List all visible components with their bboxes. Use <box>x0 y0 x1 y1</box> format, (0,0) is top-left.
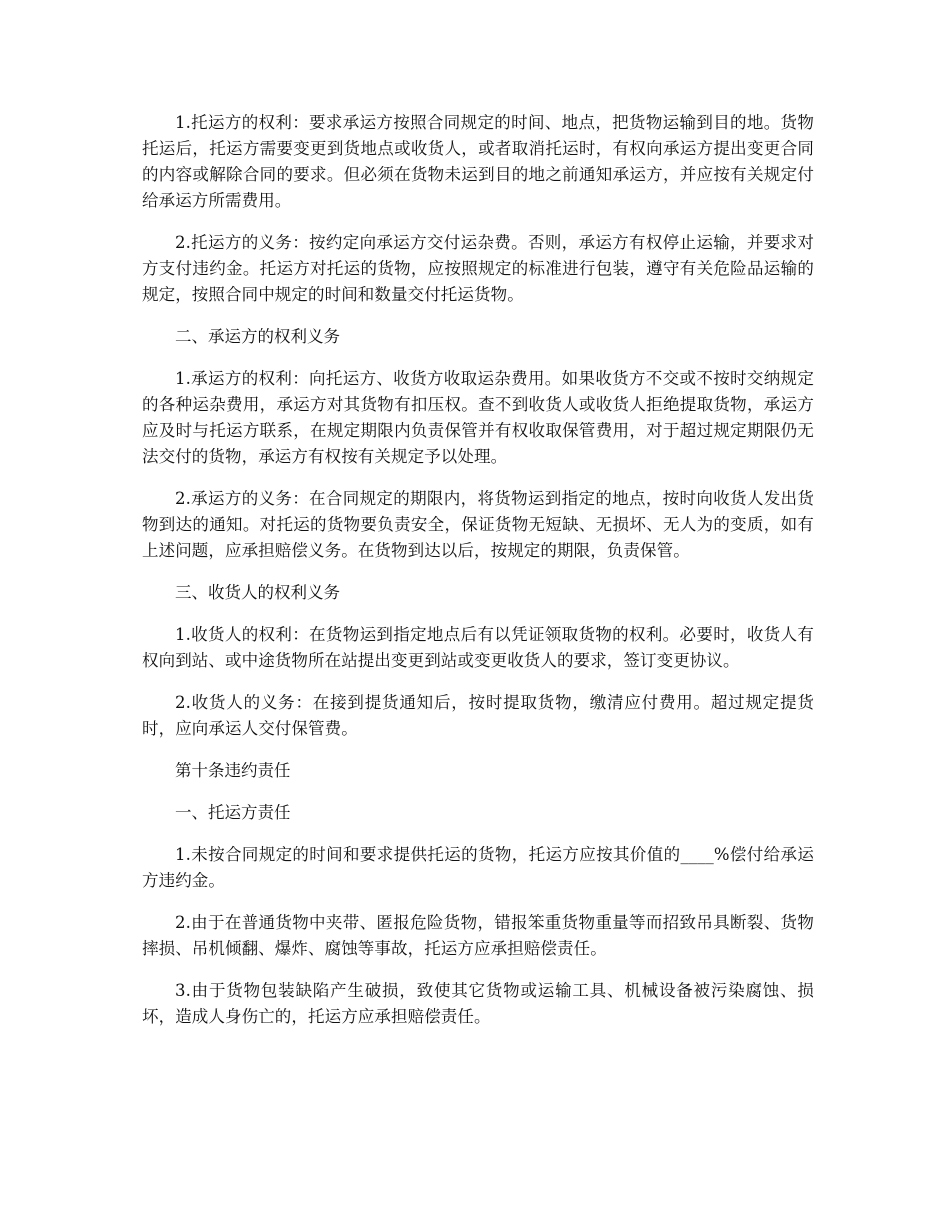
paragraph-consignee-rights: 1.收货人的权利：在货物运到指定地点后有以凭证领取货物的权利。必要时，收货人有权向到站、或中途货物所在站提出变更到站或变更收货人的要求，签订变更协议。 <box>142 625 814 670</box>
paragraph-carrier-obligations: 2.承运方的义务：在合同规定的期限内，将货物运到指定的地点，按时向收货人发出货物到达的通知。对托运的货物要负责安全，保证货物无短缺、无损坏、无人为的变质，如有上述问题，应承担赔偿义务。在货物到达以后，按规定的期限，负责保管。 <box>142 489 814 560</box>
document-body <box>142 110 814 1046</box>
section-heading-consignee: 三、收货人的权利义务 <box>175 583 340 602</box>
article-heading-liability: 第十条违约责任 <box>175 761 291 780</box>
paragraph-carrier-rights: 1.承运方的权利：向托运方、收货方收取运杂费用。如果收货方不交或不按时交纳规定的各种运杂费用，承运方对其货物有扣压权。查不到收货人或收货人拒绝提取货物，承运方应及时与托运方联系，在规定期限内负责保管并有权收取保管费用，对于超过规定期限仍无法交付的货物，承运方有权按有关规定予以处理。 <box>142 369 814 466</box>
section-heading-carrier: 二、承运方的权利义务 <box>175 327 340 346</box>
paragraph-liability-3: 3.由于货物包装缺陷产生破损，致使其它货物或运输工具、机械设备被污染腐蚀、损坏，造成人身伤亡的，托运方应承担赔偿责任。 <box>142 981 814 1026</box>
paragraph-consignor-rights: 1.托运方的权利：要求承运方按照合同规定的时间、地点，把货物运输到目的地。货物托运后，托运方需要变更到货地点或收货人，或者取消托运时，有权向承运方提出变更合同的内容或解除合同的要求。但必须在货物未运到目的地之前通知承运方，并应按有关规定付给承运方所需费用。 <box>142 113 814 210</box>
section-heading-consignor-liability: 一、托运方责任 <box>175 803 291 822</box>
paragraph-liability-1: 1.未按合同规定的时间和要求提供托运的货物，托运方应按其价值的____%偿付给承运方违约金。 <box>142 845 814 890</box>
paragraph-liability-2: 2.由于在普通货物中夹带、匿报危险货物，错报笨重货物重量等而招致吊具断裂、货物摔损、吊机倾翻、爆炸、腐蚀等事故，托运方应承担赔偿责任。 <box>142 913 814 958</box>
paragraph-consignee-obligations: 2.收货人的义务：在接到提货通知后，按时提取货物，缴清应付费用。超过规定提货时，应向承运人交付保管费。 <box>142 693 814 738</box>
paragraph-consignor-obligations: 2.托运方的义务：按约定向承运方交付运杂费。否则，承运方有权停止运输，并要求对方支付违约金。托运方对托运的货物，应按照规定的标准进行包装，遵守有关危险品运输的规定，按照合同中规定的时间和数量交付托运货物。 <box>142 233 814 304</box>
